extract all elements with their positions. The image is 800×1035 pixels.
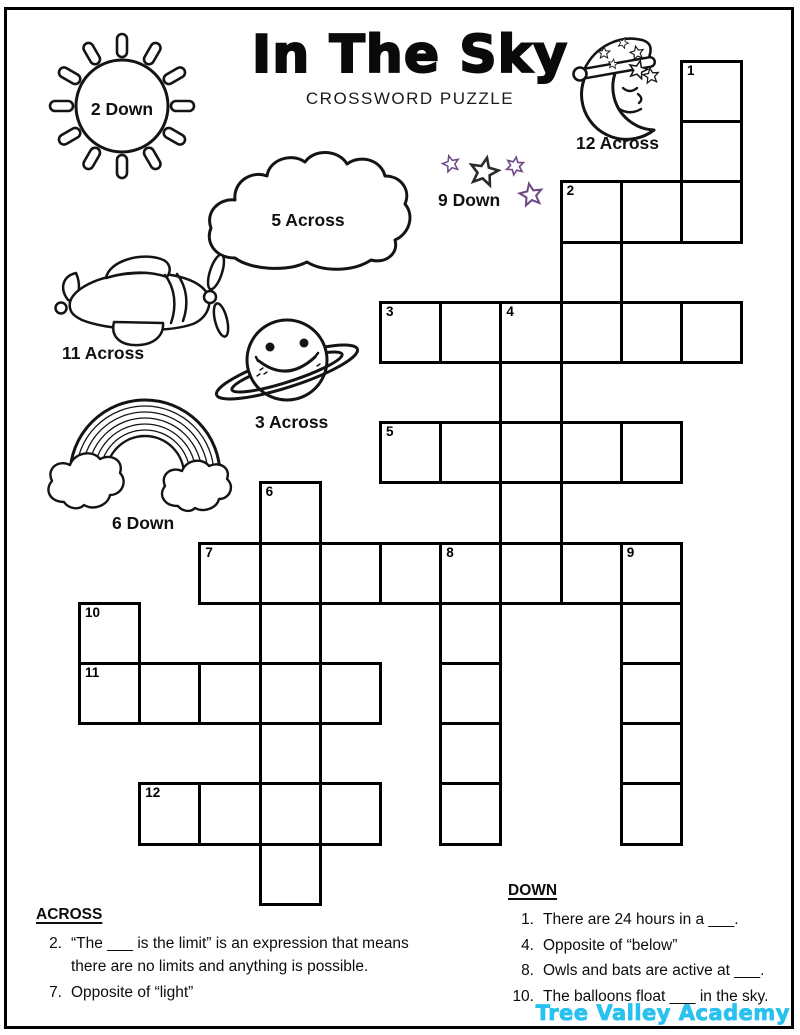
grid-cell[interactable] [198,542,261,605]
clue-text: Owls and bats are active at ___. [543,962,765,979]
cell-number: 3 [386,303,394,319]
cloud-label: 5 Across [271,210,345,230]
across-heading: ACROSS [36,906,103,923]
cell-number: 4 [506,303,514,319]
grid-cell[interactable] [319,662,382,725]
grid-cell[interactable] [439,421,502,484]
grid-cell[interactable] [78,602,141,665]
clue-text: Opposite of “light” [71,984,194,1001]
grid-cell[interactable] [560,421,623,484]
grid-cell[interactable] [198,782,261,845]
grid-cell[interactable] [560,301,623,364]
cell-number: 9 [626,544,635,560]
grid-cell[interactable] [259,843,322,906]
grid-cell[interactable] [439,662,502,725]
grid-cell[interactable] [499,542,562,605]
grid-cell[interactable] [138,782,201,845]
grid-cell[interactable] [560,542,623,605]
grid-cell[interactable] [439,542,502,605]
page-title: In The Sky [251,25,569,85]
grid-cell[interactable] [499,481,562,544]
grid-cell[interactable] [319,782,382,845]
stars-label: 9 Down [438,190,501,210]
clue-down-4 [508,935,796,958]
grid-cell[interactable] [499,421,562,484]
grid-cell[interactable] [680,301,743,364]
down-heading: DOWN [508,882,558,899]
cell-number: 2 [566,183,575,199]
clue-across-2 [36,933,491,978]
cell-number: 5 [386,424,394,440]
grid-cell[interactable] [620,301,683,364]
grid-cell[interactable] [680,120,743,183]
clue-number: 7. [49,984,62,1001]
grid-cell[interactable] [680,180,743,243]
cell-number: 11 [85,665,100,680]
clue-text: Opposite of “below” [543,936,678,954]
grid-cell[interactable] [680,60,743,123]
grid-cell[interactable] [259,481,322,544]
down-clues [508,882,796,1011]
grid-cell[interactable] [499,301,562,364]
grid-cell[interactable] [620,180,683,243]
cell-number: 8 [446,544,454,560]
grid-cell[interactable] [198,662,261,725]
rainbow-label: 6 Down [112,513,175,533]
clue-number: 10. [512,987,534,1005]
grid-cell[interactable] [499,361,562,424]
clue-text: The balloons float ___ in the sky. [543,987,769,1005]
clue-number: 4. [521,936,534,954]
clue-number: 1. [521,911,534,928]
clue-down-8 [508,960,796,983]
grid-cell[interactable] [560,241,623,304]
grid-cell[interactable] [259,722,322,785]
grid-cell[interactable] [620,662,683,725]
grid-cell[interactable] [439,782,502,845]
grid-cell[interactable] [379,542,442,605]
clue-number: 2. [49,935,62,952]
grid-cell[interactable] [259,782,322,845]
grid-cell[interactable] [259,602,322,665]
cell-number: 6 [265,484,274,500]
grid-cell[interactable] [620,722,683,785]
clue-text: There are 24 hours in a ___. [543,911,739,928]
grid-cell[interactable] [439,722,502,785]
grid-cell[interactable] [138,662,201,725]
grid-cell[interactable] [620,782,683,845]
grid-cell[interactable] [379,301,442,364]
grid-cell[interactable] [560,180,623,243]
grid-cell[interactable] [439,602,502,665]
clue-down-1 [508,909,796,932]
across-clues [36,906,491,1009]
cell-number: 1 [687,63,695,78]
grid-cell[interactable] [78,662,141,725]
planet-label: 3 Across [255,412,329,432]
moon-label: 12 Across [576,133,660,153]
grid-cell[interactable] [319,542,382,605]
cell-number: 7 [205,544,213,560]
clue-text: “The ___ is the limit” is an expression that means there are no limits and anything is possible. [71,935,409,975]
airplane-label: 11 Across [62,343,145,363]
grid-cell[interactable] [620,542,683,605]
grid-cell[interactable] [439,301,502,364]
grid-cell[interactable] [259,542,322,605]
grid-cell[interactable] [379,421,442,484]
grid-cell[interactable] [620,421,683,484]
cell-number: 10 [85,604,101,620]
brand-logo-text: Tree Valley Academy [535,1001,790,1025]
page-subtitle: CROSSWORD PUZZLE [305,88,515,108]
sun-label: 2 Down [90,99,154,119]
grid-cell[interactable] [259,662,322,725]
grid-cell[interactable] [620,602,683,665]
cell-number: 12 [145,785,161,801]
clue-number: 8. [521,962,534,979]
